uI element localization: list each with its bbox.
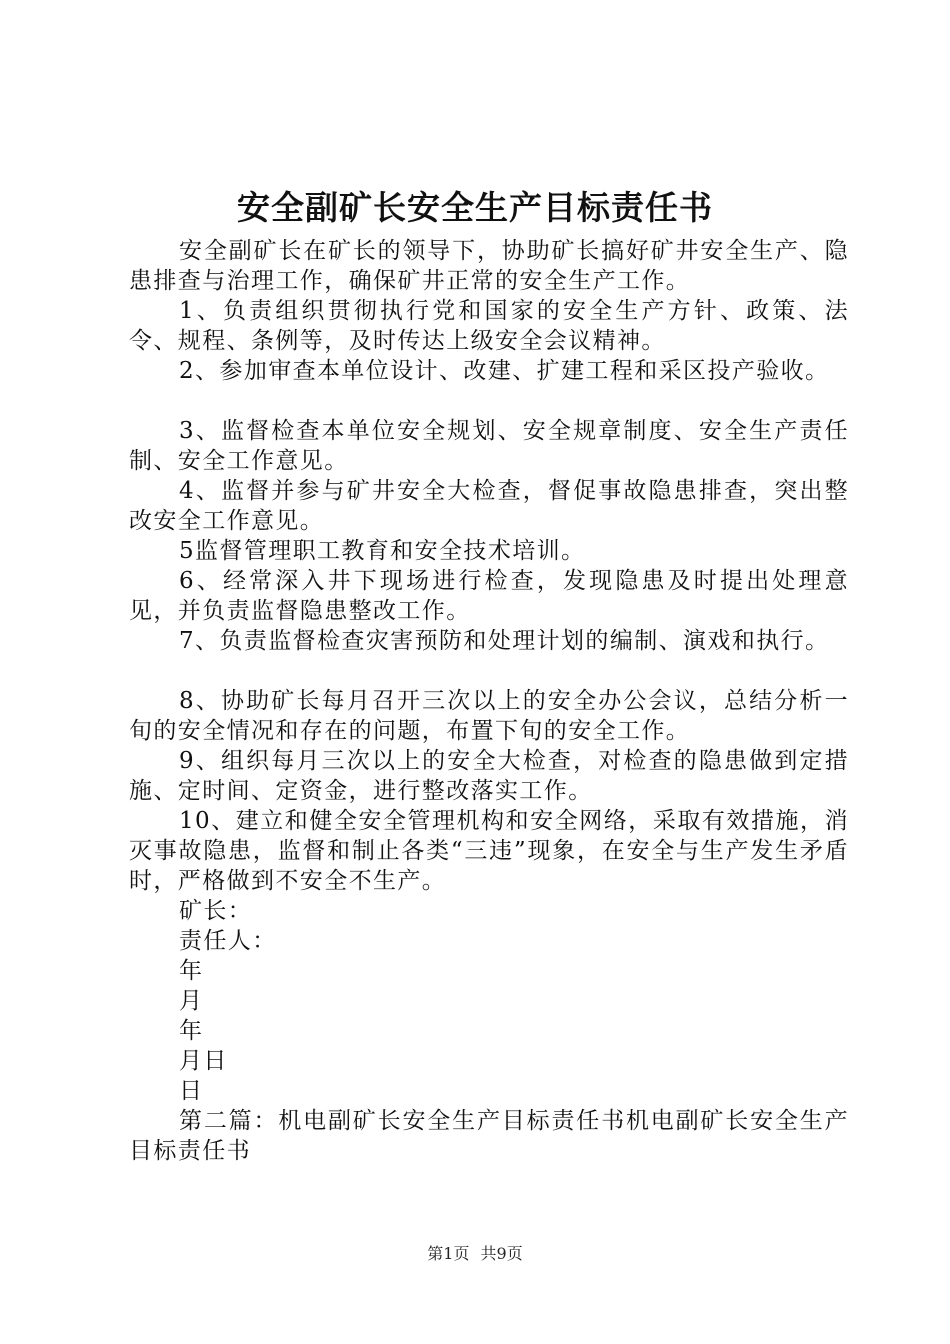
duty-item-10: 10、建立和健全安全管理机构和安全网络，采取有效措施，消灭事故隐患，监督和制止各类“三违”现象，在安全与生产发生矛盾时，严格做到不安全不生产。 xyxy=(129,808,849,894)
duty-item-3: 3、监督检查本单位安全规划、安全规章制度、安全生产责任制、安全工作意见。 xyxy=(129,418,849,474)
document-title: 安全副矿长安全生产目标责任书 xyxy=(237,188,713,227)
blank-line xyxy=(129,386,849,416)
duty-item-1: 1、负责组织贯彻执行党和国家的安全生产方针、政策、法令、规程、条例等，及时传达上级安全会议精神。 xyxy=(129,298,849,354)
duty-item-7: 7、负责监督检查灾害预防和处理计划的编制、演戏和执行。 xyxy=(179,628,830,654)
duty-item-5: 5监督管理职工教育和安全技术培训。 xyxy=(179,538,586,564)
page-number: 第1页 xyxy=(427,1244,470,1263)
duty-item-4: 4、监督并参与矿井安全大检查，督促事故隐患排查，突出整改安全工作意见。 xyxy=(129,478,849,534)
signature-day: 日 xyxy=(179,1078,204,1104)
signature-year: 年 xyxy=(179,958,204,984)
duty-item-8: 8、协助矿长每月召开三次以上的安全办公会议，总结分析一旬的安全情况和存在的问题，布置下旬的安全工作。 xyxy=(129,688,849,744)
duty-item-6: 6、经常深入井下现场进行检查，发现隐患及时提出处理意见，并负责监督隐患整改工作。 xyxy=(129,568,849,624)
page-footer xyxy=(0,1243,950,1265)
document-body xyxy=(129,236,849,1166)
signature-year: 年 xyxy=(179,1018,204,1044)
duty-item-9: 9、组织每月三次以上的安全大检查，对检查的隐患做到定措施、定时间、定资金，进行整改落实工作。 xyxy=(129,748,849,804)
duty-item-2: 2、参加审查本单位设计、改建、扩建工程和采区投产验收。 xyxy=(179,358,830,384)
page-total: 共9页 xyxy=(480,1244,523,1263)
signature-month-day: 月日 xyxy=(179,1048,228,1074)
signature-mine-director: 矿长： xyxy=(179,898,253,924)
signature-responsible-person: 责任人： xyxy=(179,928,277,954)
blank-line xyxy=(129,656,849,686)
intro-paragraph: 安全副矿长在矿长的领导下，协助矿长搞好矿井安全生产、隐患排查与治理工作，确保矿井正常的安全生产工作。 xyxy=(129,238,849,294)
signature-month: 月 xyxy=(179,988,204,1014)
next-section-heading: 第二篇：机电副矿长安全生产目标责任书机电副矿长安全生产目标责任书 xyxy=(129,1108,849,1164)
